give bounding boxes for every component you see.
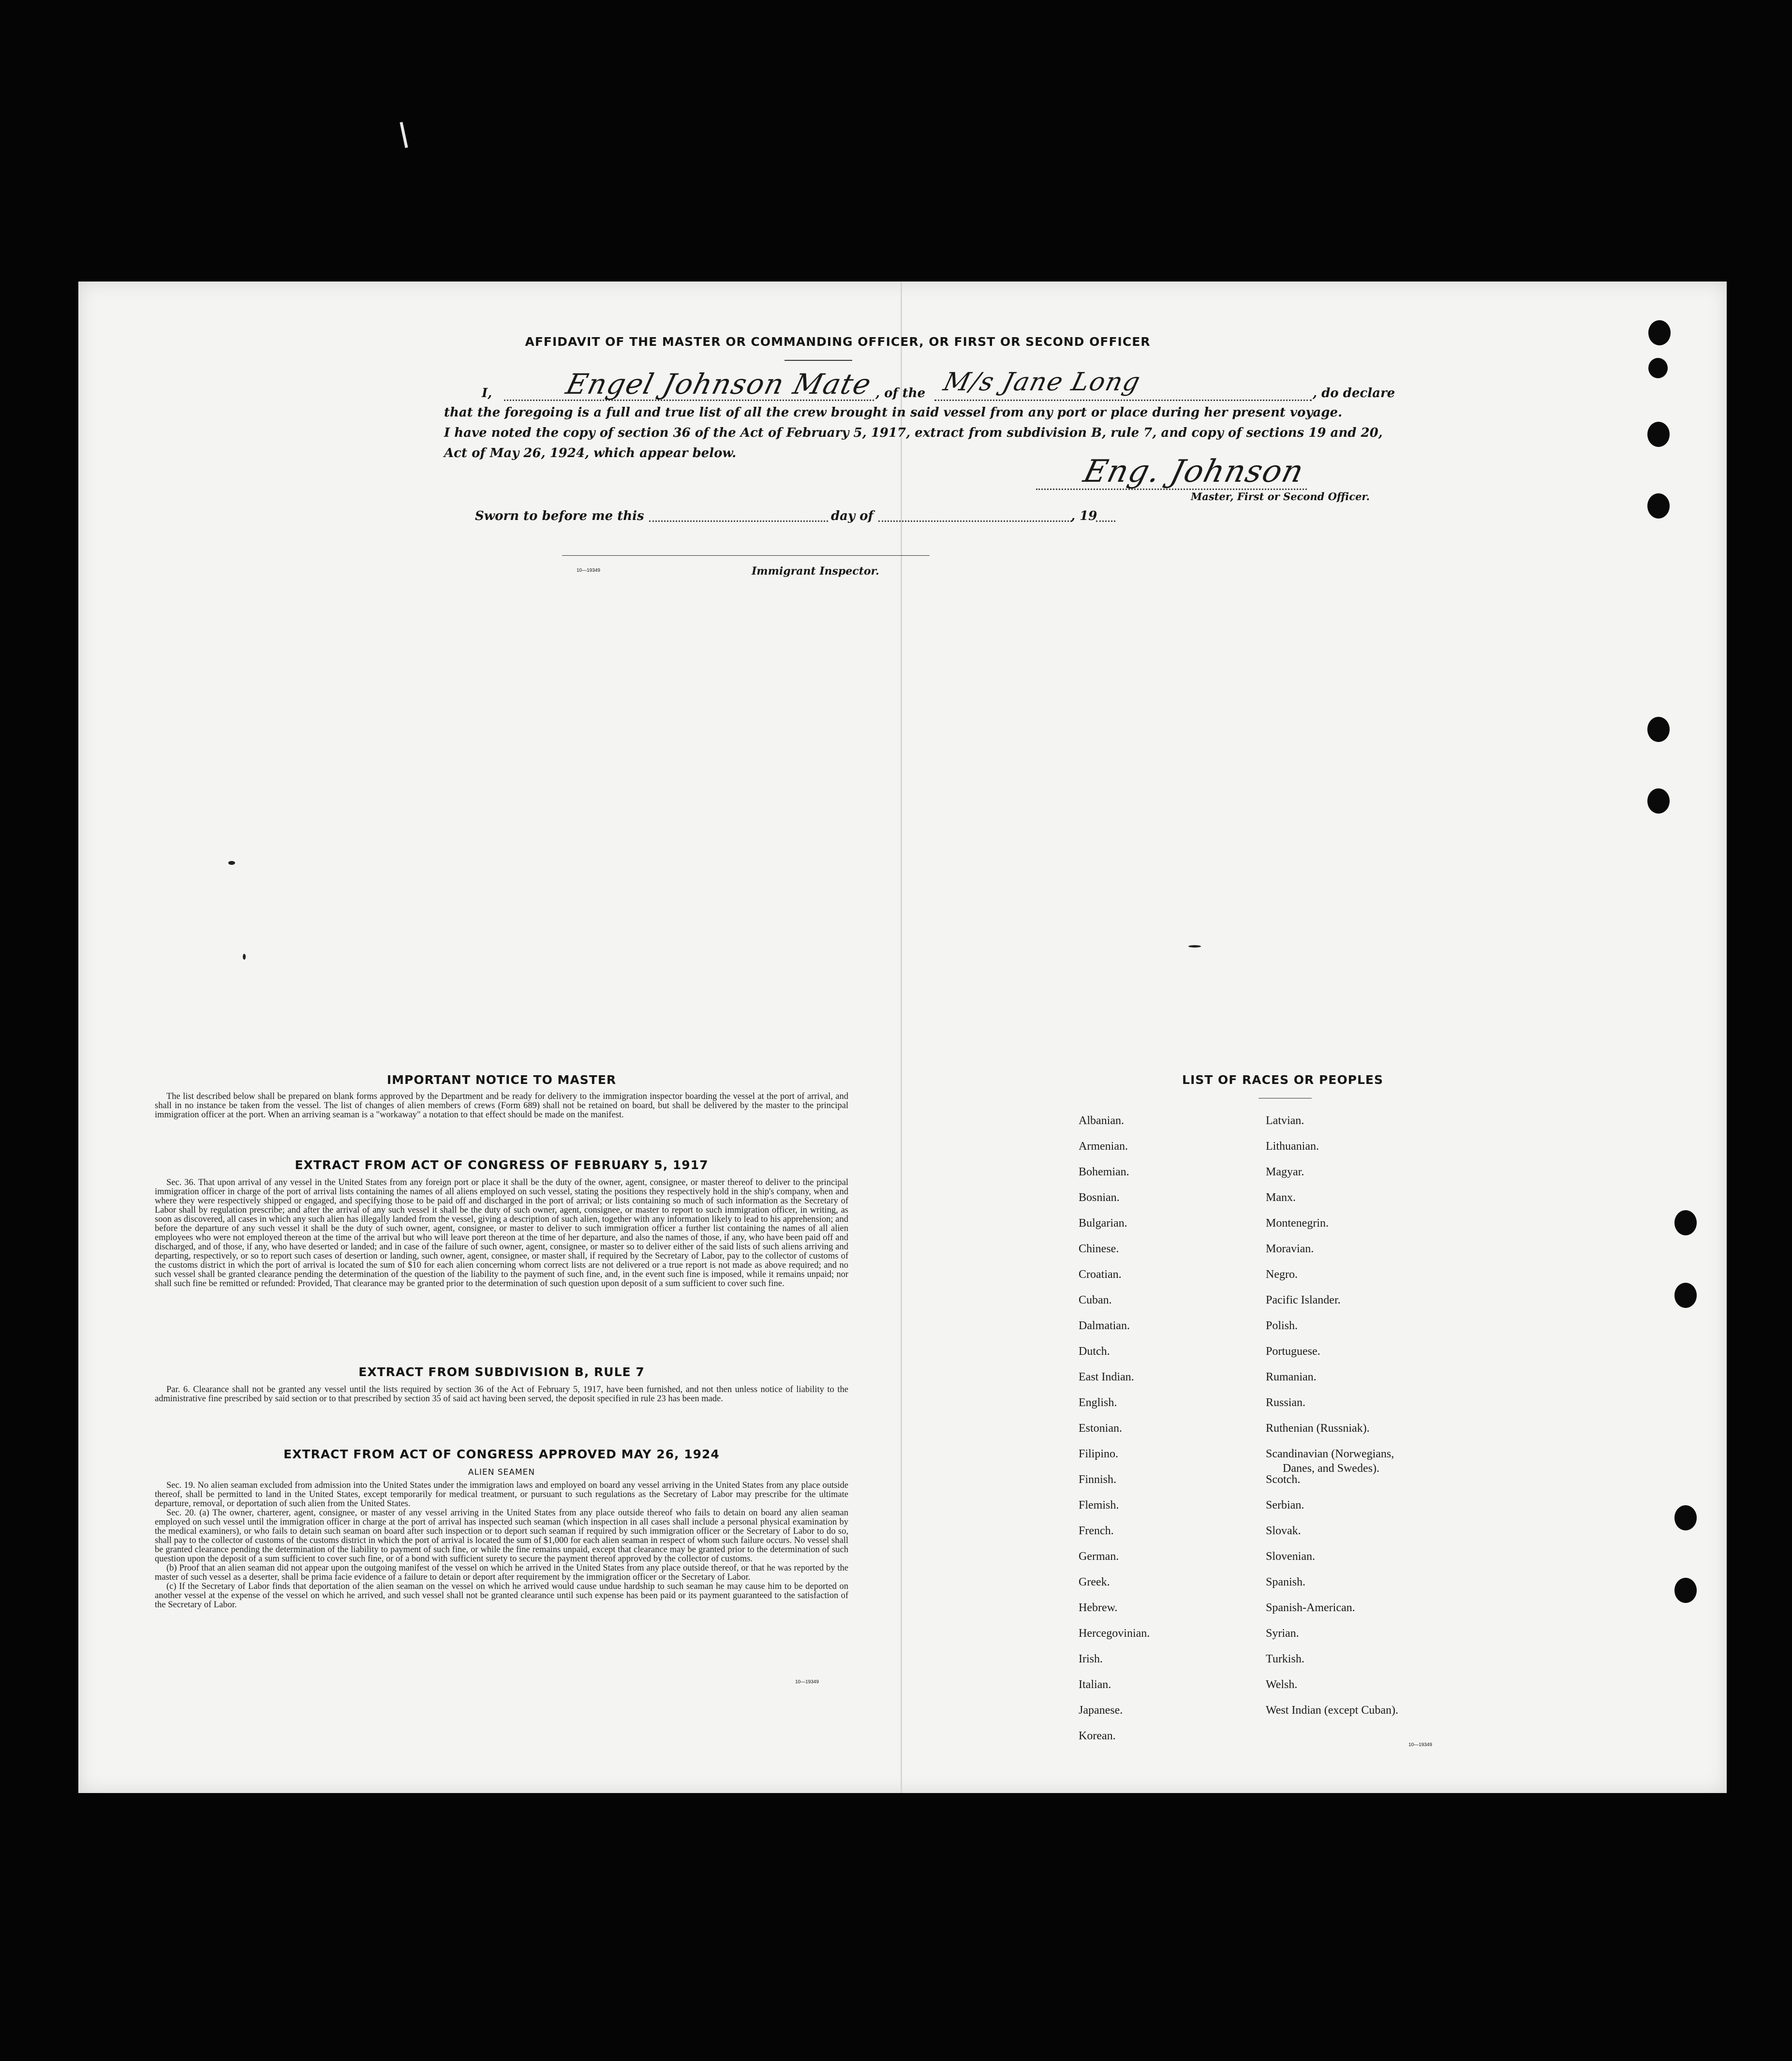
sworn-year-prefix: , 19 [1071,509,1097,523]
races-heading: LIST OF RACES OR PEOPLES [1182,1073,1383,1087]
extract-1924-body [155,1481,848,1610]
race-item: Bosnian. [1079,1191,1120,1204]
race-item: English. [1079,1396,1117,1409]
race-item: Estonian. [1079,1422,1122,1435]
scan-speck [228,861,235,865]
race-item: Hercegovinian. [1079,1627,1150,1640]
affidavit-line-4: Act of May 26, 1924, which appear below. [444,446,737,460]
race-item: Syrian. [1266,1627,1299,1640]
race-item: Hebrew. [1079,1601,1118,1614]
scan-speck [243,954,246,960]
page-fold [901,282,902,1793]
race-item: Latvian. [1266,1114,1304,1127]
affidavit-line-2: that the foregoing is a full and true list of all the crew brought in said vessel from any port or place during her present voyage. [444,405,1343,420]
inspector-caption: Immigrant Inspector. [752,565,879,578]
race-item: East Indian. [1079,1371,1134,1383]
handwritten-signature: Eng. Johnson [1080,454,1308,489]
race-item: Bohemian. [1079,1166,1129,1178]
races-form-number: 10—19349 [1408,1742,1432,1748]
sworn-day-of: day of [831,509,874,523]
binder-hole [1674,1505,1697,1530]
film-edge-mark [400,122,408,148]
affidavit-i-prefix: I, [482,386,492,400]
race-item: Cuban. [1079,1294,1112,1306]
section-20c-paragraph: (c) If the Secretary of Labor finds that deportation of the alien seaman on the vessel on which he arrived would cause undue hardship to such seaman he may cause him to be deported on another vessel at the expense of the vessel on which he arrived, and such vessel shall not be granted clearance until such expense has been paid or its payment guaranteed to the satisfaction of the Secretary of Labor. [155,1582,848,1610]
binder-hole [1674,1210,1697,1235]
race-item: Scotch. [1266,1473,1301,1486]
signature-blank [1036,489,1307,490]
signature-caption: Master, First or Second Officer. [1191,490,1370,503]
race-item: Slovenian. [1266,1550,1315,1563]
binder-hole [1674,1283,1697,1308]
race-item: Greek. [1079,1576,1110,1588]
binder-hole [1647,422,1670,447]
rule7-paragraph: Par. 6. Clearance shall not be granted any vessel until the lists required by section 36 of the Act of February 5, 1917, have been furnished, and not then unless notice of liability to the administrative fine prescribed by said section or to that prescribed by section 35 of said act having been served, the deposit specified in rule 23 has been made. [155,1385,848,1404]
race-item: Pacific Islander. [1266,1294,1341,1306]
section-19-paragraph: Sec. 19. No alien seaman excluded from admission into the United States under the immigration laws and employed on board any vessel arriving in the United States from any place outside thereof, shall be permitted to land in the United States, except temporarily for medical treatment, or pursuant to such regulations as the Secretary of Labor may prescribe for the ultimate departure, removal, or deportation of such alien from the United States. [155,1481,848,1509]
race-item: Negro. [1266,1268,1298,1281]
scan-speck [1188,945,1201,948]
section-36-paragraph: Sec. 36. That upon arrival of any vessel in the United States from any foreign port or place it shall be the duty of the owner, agent, consignee, or master thereof to deliver to the principal immigration officer in charge of the port of arrival lists containing the names of all aliens employed on such vessel, stating the positions they respectively hold in the ship's company, when and where they were respectively shipped or engaged, and specifying those to be paid off and discharged in the port of arrival; or lists containing so much of such information as the Secretary of Labor shall by regulation prescribe; and after the arrival of any such vessel it shall be the duty of such owner, agent, consignee, or master to report to such immigration officer, in writing, as soon as discovered, all cases in which any such alien has illegally landed from the vessel, giving a description of such alien, together with any information likely to lead to his apprehension; and before the departure of any such vessel it shall be the duty of such owner, agent, consignee, or master to deliver to such immigration officer a further list containing the names of all alien employees who were not employed thereon at the time of the arrival but who will leave port thereon at the time of her departure, and also the names of those, if any, who have been paid off and discharged, and of those, if any, who have deserted or landed; and in case of the failure of such owner, agent, consignee, or master so to deliver either of the said lists of such aliens arriving and departing, respectively, or so to report such cases of desertion or landing, such owner, agent, consignee, or master shall, if required by the Secretary of Labor, pay to the collector of customs of the customs district in which the port of arrival is located the sum of $10 for each alien concerning whom correct lists are not delivered or a true report is not made as above required; and no such vessel shall be granted clearance pending the determination of the question of the liability to the payment of such fine, and, in the event such fine is imposed, while it remains unpaid; nor shall such fine be remitted or refunded: Provided, That clearance may be granted prior to the determination of such question upon deposit of a sum sufficient to cover such fine. [155,1178,848,1289]
sworn-month-blank [878,520,1072,522]
race-item: Scandinavian (Norwegians, [1266,1448,1394,1460]
race-item: German. [1079,1550,1119,1563]
notice-body [155,1092,848,1120]
race-item: Magyar. [1266,1166,1304,1178]
binder-hole [1648,320,1671,345]
race-item: Dutch. [1079,1345,1110,1358]
race-item: Bulgarian. [1079,1217,1127,1230]
rule7-heading: EXTRACT FROM SUBDIVISION B, RULE 7 [358,1365,645,1379]
race-item: Portuguese. [1266,1345,1320,1358]
handwritten-officer-name: Engel Johnson Mate [563,368,875,400]
race-item-continuation: Danes, and Swedes). [1283,1462,1379,1475]
race-item: Armenian. [1079,1140,1128,1153]
binder-hole [1647,788,1670,814]
affidavit-do-declare: , do declare [1313,386,1395,400]
race-item: Manx. [1266,1191,1296,1204]
race-item: Chinese. [1079,1243,1119,1255]
race-item: Moravian. [1266,1243,1314,1255]
race-item: Montenegrin. [1266,1217,1329,1230]
race-item: Finnish. [1079,1473,1117,1486]
race-item: Albanian. [1079,1114,1124,1127]
binder-hole [1674,1578,1697,1603]
extract-1917-body [155,1178,848,1289]
race-item: Spanish. [1266,1576,1306,1588]
race-item: Filipino. [1079,1448,1119,1460]
race-item: Italian. [1079,1678,1111,1691]
race-item: Flemish. [1079,1499,1119,1512]
binder-hole [1647,717,1670,742]
affidavit-heading: AFFIDAVIT OF THE MASTER OR COMMANDING OFFICER, OR FIRST OR SECOND OFFICER [525,335,1151,349]
vessel-blank [934,400,1312,401]
binder-hole [1647,493,1670,519]
affidavit-of-the: , of the [875,386,926,400]
race-item: Serbian. [1266,1499,1304,1512]
race-item: Turkish. [1266,1653,1304,1665]
notice-heading: IMPORTANT NOTICE TO MASTER [386,1073,617,1087]
race-item: Dalmatian. [1079,1320,1130,1332]
notice-paragraph: The list described below shall be prepared on blank forms approved by the Department and be ready for delivery to the immigration inspector boarding the vessel at the port of arrival, and shall in no instance be taken from the vessel. The list of changes of alien members of crews (Form 689) shall not be retained on board, but shall be delivered by the master to the principal immigration officer at the port. When an arriving seaman is a "workaway" a notation to that effect should be made on the manifest. [155,1092,848,1120]
document-sheet [78,282,1727,1793]
race-item: Spanish-American. [1266,1601,1355,1614]
sworn-day-blank [649,520,828,522]
race-item: West Indian (except Cuban). [1266,1704,1398,1717]
extract-form-number: 10—19349 [795,1679,819,1685]
race-item: Irish. [1079,1653,1103,1665]
race-item: Croatian. [1079,1268,1122,1281]
race-item: Lithuanian. [1266,1140,1319,1153]
extract-1917-heading: EXTRACT FROM ACT OF CONGRESS OF FEBRUARY 5, 1917 [295,1158,709,1172]
race-item: Polish. [1266,1320,1298,1332]
alien-seamen-subheading: ALIEN SEAMEN [468,1468,535,1477]
rule7-body [155,1385,848,1404]
race-item: Russian. [1266,1396,1306,1409]
handwritten-vessel-name: M/s Jane Long [940,368,1144,397]
sworn-text: Sworn to before me this [475,509,644,523]
race-item: Welsh. [1266,1678,1298,1691]
section-20a-paragraph: Sec. 20. (a) The owner, charterer, agent, consignee, or master of any vessel arriving in the United States from any place outside thereof who fails to detain on board any alien seaman employed on such vessel until the immigration officer in charge at the port of arrival has inspected such seaman (which inspection in all cases shall include a personal physical examination by the medical examiners), or who fails to detain such seaman on board after such inspection or to deport such seaman if required by such immigration officer or the Secretary of Labor to do so, shall pay to the collector of customs of the customs district in which the port of arrival is located the sum of $1,000 for each alien seaman in respect of whom such failure occurs. No vessel shall be granted clearance pending the determination of the liability to payment of such fine, or while the fine remains unpaid, except that clearance may be granted prior to the determination of such question upon the deposit of a sum sufficient to cover such fine, or of a bond with sufficient surety to secure the payment thereof approved by the collector of customs. [155,1508,848,1564]
race-item: Rumanian. [1266,1371,1317,1383]
binder-hole [1648,358,1668,378]
race-item: Japanese. [1079,1704,1123,1717]
affidavit-form-number: 10—19349 [577,568,600,573]
race-item: French. [1079,1525,1114,1537]
sworn-year-blank [1096,520,1115,522]
affidavit-line-3: I have noted the copy of section 36 of the Act of February 5, 1917, extract from subdivision B, rule 7, and copy of sections 19 and 20, [444,426,1383,440]
race-item: Korean. [1079,1730,1116,1742]
heading-underline [785,360,852,361]
extract-1924-heading: EXTRACT FROM ACT OF CONGRESS APPROVED MAY 26, 1924 [283,1447,720,1461]
section-20b-paragraph: (b) Proof that an alien seaman did not appear upon the outgoing manifest of the vessel on which he arrived in the United States from any place outside thereof, or that he was reported by the master of such vessel as a deserter, shall be prima facie evidence of a failure to detain or deport after requirement by the immigration officer or the Secretary of Labor. [155,1563,848,1582]
race-item: Slovak. [1266,1525,1301,1537]
race-item: Ruthenian (Russniak). [1266,1422,1370,1435]
inspector-signature-line [562,555,930,556]
